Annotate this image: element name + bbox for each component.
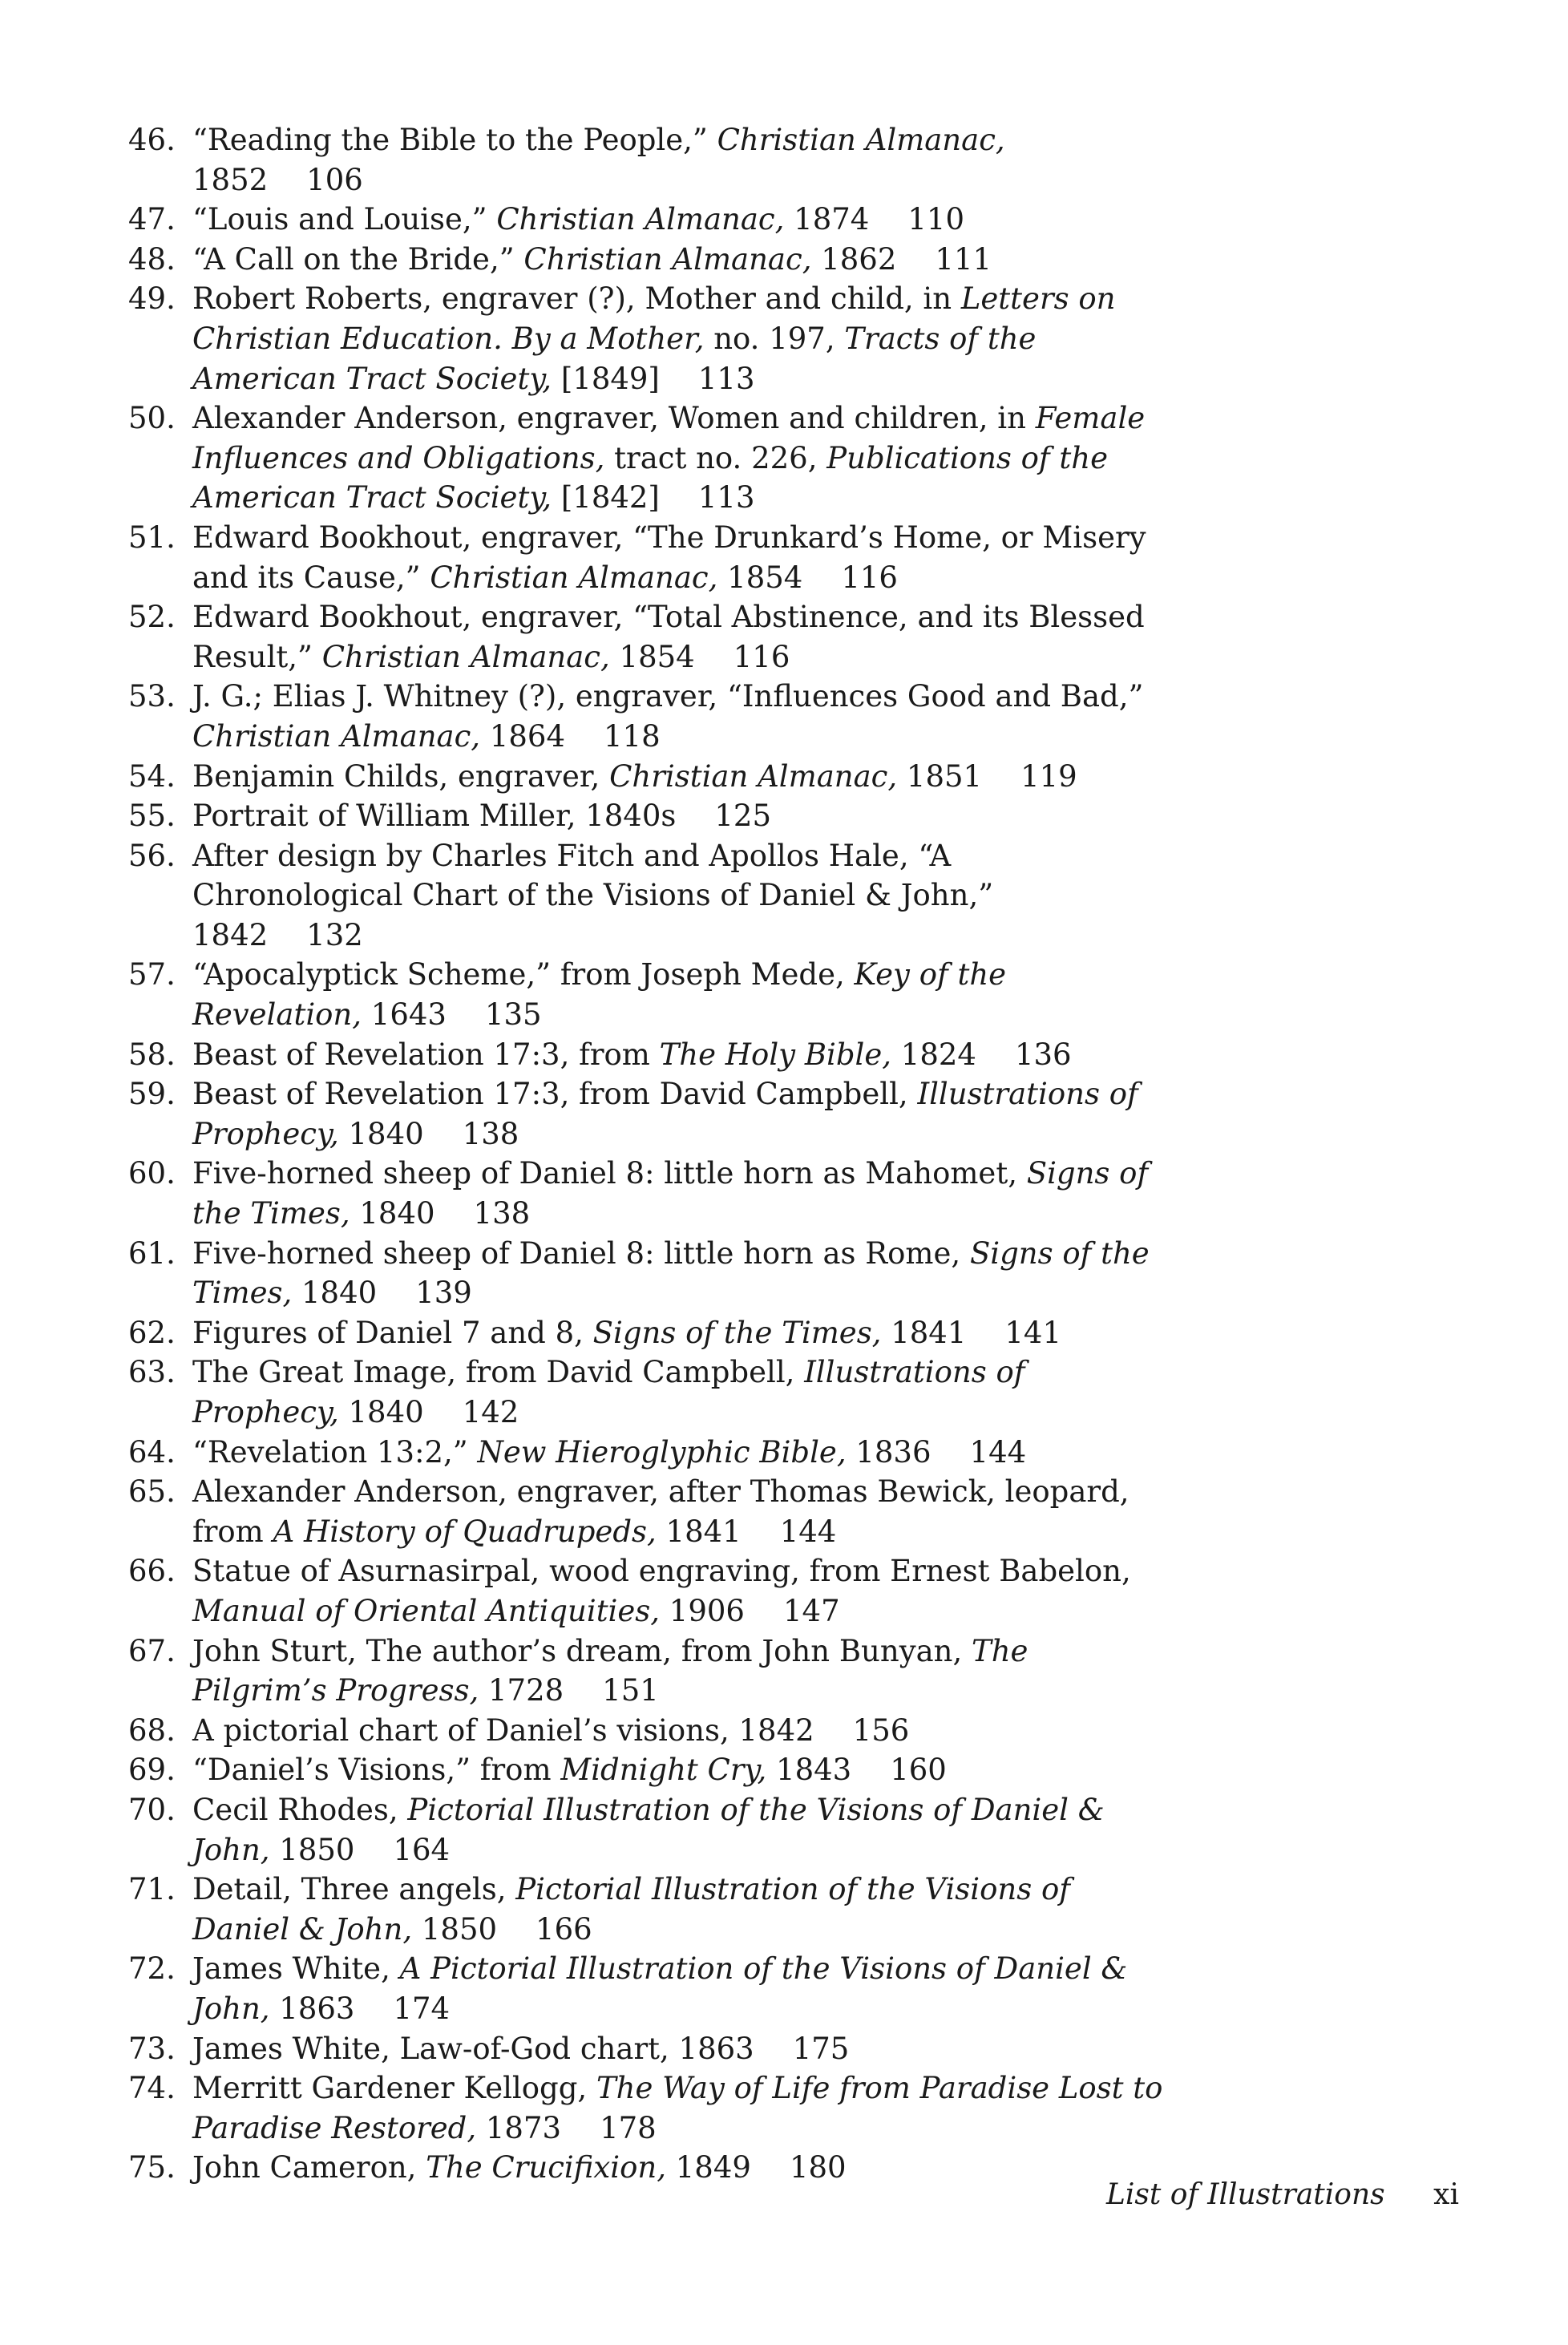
- entry-page-number: 119: [1020, 758, 1077, 794]
- entry-number: 46.: [128, 123, 176, 157]
- entry-number: 61.: [128, 1235, 176, 1271]
- entry-text-part: “A Call on the Bride,”: [192, 241, 524, 277]
- entry-number: 54.: [128, 758, 176, 794]
- entry-number: 65.: [128, 1474, 176, 1510]
- entry-text-part: 1873: [476, 2110, 562, 2145]
- list-item: [128, 597, 1170, 677]
- illustrations-list: [128, 120, 1170, 2188]
- entry-text-part: “Apocalyptick Scheme,” from Joseph Mede,: [192, 957, 855, 993]
- list-item: [128, 796, 1170, 836]
- entry-text-part: A pictorial chart of Daniel’s visions, 1842: [192, 1712, 814, 1748]
- entry-text-part: Cecil Rhodes,: [192, 1792, 408, 1827]
- entry-text-part: 1840: [338, 1395, 424, 1429]
- entry-text-part: 1836: [846, 1434, 932, 1470]
- entry-title-italic: Signs of the Times,: [592, 1315, 882, 1350]
- entry-page-number: 138: [473, 1196, 531, 1231]
- entry-text-part: 1850: [269, 1832, 355, 1867]
- entry-page-number: 175: [792, 2031, 850, 2066]
- entry-text-part: The Great Image, from David Campbell,: [192, 1355, 805, 1390]
- entry-text: [192, 1037, 976, 1072]
- entry-number: 51.: [128, 520, 176, 555]
- entry-number: 52.: [128, 600, 176, 635]
- entry-text-part: “Reading the Bible to the People,”: [192, 123, 717, 157]
- list-item: [128, 1035, 1170, 1075]
- entry-title-italic: Signs of the Times,: [192, 1235, 1150, 1311]
- entry-text-part: Five-horned sheep of Daniel 8: little horn as Rome,: [192, 1235, 970, 1271]
- entry-text-part: Edward Bookhout, engraver, “The Drunkard’s Home, or Misery and its Cause,”: [192, 520, 1146, 595]
- entry-text: [192, 2071, 1162, 2145]
- entry-text-part: 1824: [891, 1037, 976, 1072]
- entry-page-number: 116: [841, 560, 898, 595]
- entry-text-part: After design by Charles Fitch and Apollos Hale, “A Chronological Chart of the Visions of Daniel & John,” 1842: [192, 838, 994, 952]
- entry-number: 67.: [128, 1633, 176, 1668]
- entry-title-italic: Christian Almanac,: [192, 718, 481, 754]
- entry-text-part: 1852: [192, 162, 269, 197]
- list-item: [128, 398, 1170, 518]
- entry-number: 74.: [128, 2071, 176, 2106]
- entry-text-part: Edward Bookhout, engraver, “Total Abstinence, and its Blessed Result,”: [192, 600, 1145, 674]
- entry-title-italic: New Hieroglyphic Bible,: [477, 1434, 847, 1470]
- entry-text-part: “Revelation 13:2,”: [192, 1434, 478, 1470]
- list-item: [128, 240, 1170, 280]
- footer-title: List of Illustrations: [1106, 2178, 1385, 2211]
- entry-number: 56.: [128, 838, 176, 873]
- list-item: [128, 518, 1170, 597]
- entry-page-number: 160: [890, 1753, 947, 1788]
- entry-number: 55.: [128, 799, 176, 834]
- entry-title-italic: Signs of the Times,: [192, 1156, 1149, 1231]
- entry-text-part: 1643: [362, 997, 447, 1033]
- entry-text-part: Benjamin Childs, engraver,: [192, 758, 610, 794]
- entry-text-part: 1849: [666, 2150, 751, 2185]
- entry-title-italic: Tracts of the American Tract Society,: [192, 321, 1037, 396]
- list-item: [128, 2068, 1170, 2148]
- list-item: [128, 1750, 1170, 1790]
- entry-text: [192, 1077, 1138, 1151]
- entry-number: 60.: [128, 1156, 176, 1191]
- list-item: [128, 1551, 1170, 1631]
- entry-title-italic: Midnight Cry,: [560, 1753, 767, 1788]
- entry-number: 57.: [128, 957, 176, 993]
- entry-page-number: 118: [604, 718, 661, 754]
- entry-text: [192, 401, 1145, 515]
- entry-title-italic: Publications of the American Tract Society,: [192, 440, 1108, 515]
- entry-text-part: Robert Roberts, engraver (?), Mother and child, in: [192, 281, 961, 317]
- entry-text: [192, 1793, 1105, 1867]
- entry-page-number: 113: [697, 361, 755, 396]
- entry-title-italic: Illustrations of Prophecy,: [192, 1355, 1025, 1429]
- entry-page-number: 178: [600, 2110, 657, 2145]
- entry-text-part: Alexander Anderson, engraver, Women and children, in: [192, 401, 1036, 436]
- entry-text-part: John Sturt, The author’s dream, from John Bunyan,: [192, 1633, 972, 1668]
- list-item: [128, 1790, 1170, 1870]
- entry-number: 64.: [128, 1434, 176, 1470]
- entry-page-number: 142: [462, 1395, 519, 1429]
- footer-page-number: xi: [1433, 2178, 1459, 2211]
- entry-page-number: 147: [782, 1593, 840, 1628]
- list-item: [128, 836, 1170, 956]
- entry-text: [192, 1713, 814, 1748]
- entry-text-part: Statue of Asurnasirpal, wood engraving, from Ernest Babelon,: [192, 1554, 1131, 1589]
- entry-text-part: 1840: [350, 1196, 435, 1231]
- entry-title-italic: A History of Quadrupeds,: [273, 1514, 657, 1549]
- entry-text-part: Alexander Anderson, engraver, after Thomas Bewick, leopard, from: [192, 1474, 1130, 1549]
- entry-text: [192, 1156, 1148, 1231]
- entry-text: [192, 2032, 754, 2066]
- entry-number: 75.: [128, 2150, 176, 2185]
- entry-text-part: 1850: [412, 1911, 498, 1947]
- entry-number: 68.: [128, 1712, 176, 1748]
- entry-page-number: 125: [714, 799, 771, 834]
- entry-number: 72.: [128, 1951, 176, 1987]
- entry-text-part: 1862: [811, 241, 897, 277]
- entry-title-italic: Christian Almanac,: [717, 123, 1005, 157]
- list-item: [128, 955, 1170, 1034]
- entry-text: [192, 1951, 1127, 2026]
- entry-number: 53.: [128, 679, 176, 714]
- entry-page-number: 111: [935, 241, 992, 277]
- entry-title-italic: The Holy Bible,: [659, 1037, 892, 1072]
- entry-text-part: Figures of Daniel 7 and 8,: [192, 1315, 593, 1350]
- entry-page-number: 132: [306, 917, 363, 952]
- entry-text-part: Beast of Revelation 17:3, from: [192, 1037, 660, 1072]
- entry-text: [192, 1872, 1070, 1947]
- entry-page-number: 180: [789, 2150, 847, 2185]
- entry-title-italic: Pictorial Illustration of the Visions of Daniel & John,: [192, 1872, 1070, 1947]
- list-item: [128, 1313, 1170, 1353]
- entry-page-number: 116: [733, 639, 790, 674]
- entry-title-italic: Pictorial Illustration of the Visions of Daniel & John,: [192, 1792, 1105, 1867]
- list-item: [128, 1949, 1170, 2028]
- entry-number: 71.: [128, 1872, 176, 1907]
- entry-number: 70.: [128, 1792, 176, 1827]
- entry-number: 59.: [128, 1077, 176, 1112]
- entry-title-italic: The Pilgrim’s Progress,: [192, 1633, 1028, 1708]
- entry-text: [192, 2150, 751, 2185]
- list-item: [128, 1352, 1170, 1432]
- list-item: [128, 757, 1170, 797]
- entry-text-part: Five-horned sheep of Daniel 8: little horn as Mahomet,: [192, 1156, 1027, 1191]
- entry-number: 73.: [128, 2031, 176, 2066]
- entry-title-italic: The Way of Life from Paradise Lost to Paradise Restored,: [192, 2071, 1163, 2145]
- list-item: [128, 200, 1170, 240]
- entry-text-part: James White, Law-of-God chart, 1863: [192, 2031, 754, 2066]
- list-item: [128, 677, 1170, 756]
- entry-text-part: 1840: [292, 1276, 378, 1311]
- entry-number: 58.: [128, 1037, 176, 1072]
- entry-number: 63.: [128, 1355, 176, 1390]
- entry-page-number: 144: [779, 1514, 837, 1549]
- entry-text: [192, 520, 1146, 595]
- entry-text-part: “Louis and Louise,”: [192, 202, 497, 237]
- entry-page-number: 139: [415, 1276, 472, 1311]
- entry-number: 47.: [128, 202, 176, 237]
- entry-title-italic: Illustrations of Prophecy,: [192, 1077, 1138, 1151]
- entry-text-part: 1851: [897, 758, 983, 794]
- entry-page-number: 156: [852, 1712, 910, 1748]
- entry-number: 50.: [128, 401, 176, 436]
- entry-text-part: 1840: [338, 1116, 424, 1151]
- entry-number: 48.: [128, 241, 176, 277]
- entry-text-part: 1728: [479, 1673, 564, 1708]
- entry-text: [192, 202, 869, 237]
- entry-text-part: John Cameron,: [192, 2150, 426, 2185]
- entry-page-number: 144: [969, 1434, 1027, 1470]
- entry-title-italic: Key of the Revelation,: [192, 957, 1007, 1033]
- list-item: [128, 279, 1170, 398]
- entry-number: 62.: [128, 1315, 176, 1350]
- entry-text: [192, 957, 1006, 1032]
- entry-text-part: Merritt Gardener Kellogg,: [192, 2071, 596, 2106]
- list-item: [128, 2148, 1170, 2188]
- list-item: [128, 1472, 1170, 1551]
- entry-text-part: “Daniel’s Visions,” from: [192, 1753, 561, 1788]
- entry-text-part: 1854: [609, 639, 695, 674]
- list-item: [128, 1074, 1170, 1154]
- entry-page-number: 164: [393, 1832, 451, 1867]
- entry-text: [192, 1435, 932, 1470]
- entry-text-part: [1849]: [552, 361, 660, 396]
- entry-text-part: 1854: [717, 560, 803, 595]
- entry-title-italic: Female Influences and Obligations,: [192, 401, 1146, 475]
- entry-title-italic: Christian Almanac,: [609, 758, 898, 794]
- entry-number: 69.: [128, 1753, 176, 1788]
- list-item: [128, 1433, 1170, 1473]
- entry-text-part: 1843: [766, 1753, 852, 1788]
- list-item: [128, 1711, 1170, 1751]
- list-item: [128, 2029, 1170, 2069]
- entry-title-italic: Christian Almanac,: [321, 639, 610, 674]
- entry-text-part: 1841: [656, 1514, 742, 1549]
- entry-text-part: James White,: [192, 1951, 400, 1987]
- entry-text: [192, 759, 982, 794]
- list-item: [128, 1234, 1170, 1313]
- entry-title-italic: Manual of Oriental Antiquities,: [192, 1593, 661, 1628]
- entry-page-number: 151: [602, 1673, 659, 1708]
- entry-text: [192, 281, 1116, 395]
- entry-title-italic: Letters on Christian Education. By a Mother,: [192, 281, 1116, 356]
- list-item: [128, 120, 1170, 200]
- entry-text-part: 1864: [480, 718, 566, 754]
- entry-text-part: Portrait of William Miller, 1840s: [192, 799, 677, 834]
- entry-title-italic: Christian Almanac,: [523, 241, 812, 277]
- entry-number: 66.: [128, 1554, 176, 1589]
- entry-text: [192, 1355, 1024, 1429]
- entry-title-italic: The Crucifixion,: [426, 2150, 666, 2185]
- entry-page-number: 110: [907, 202, 964, 237]
- list-item: [128, 1870, 1170, 1949]
- entry-page-number: 106: [306, 162, 363, 197]
- entry-page-number: 166: [535, 1911, 592, 1947]
- entry-text-part: no. 197,: [704, 321, 845, 356]
- entry-page-number: 174: [393, 1991, 451, 2026]
- entry-text: [192, 1753, 851, 1787]
- entry-text: [192, 1316, 966, 1350]
- entry-text-part: 1874: [784, 202, 870, 237]
- entry-page-number: 113: [697, 480, 755, 515]
- entry-page-number: 138: [462, 1116, 519, 1151]
- entry-title-italic: Christian Almanac,: [496, 202, 785, 237]
- entry-text-part: tract no. 226,: [604, 440, 827, 475]
- entry-text-part: Detail, Three angels,: [192, 1872, 516, 1907]
- entry-text: [192, 242, 896, 277]
- entry-page-number: 141: [1004, 1315, 1062, 1350]
- entry-number: 49.: [128, 281, 176, 317]
- entry-text: [192, 1236, 1150, 1311]
- entry-text-part: 1906: [660, 1593, 745, 1628]
- entry-text-part: Beast of Revelation 17:3, from David Campbell,: [192, 1077, 918, 1112]
- entry-page-number: 136: [1014, 1037, 1072, 1072]
- entry-text: [192, 799, 676, 833]
- entry-text-part: 1863: [269, 1991, 355, 2026]
- entry-title-italic: A Pictorial Illustration of the Visions of Daniel & John,: [192, 1951, 1128, 2026]
- entry-page-number: 135: [484, 997, 542, 1033]
- list-item: [128, 1154, 1170, 1233]
- entry-text: [192, 600, 1145, 674]
- entry-text-part: [1842]: [552, 480, 660, 515]
- entry-text-part: J. G.; Elias J. Whitney (?), engraver, “Influences Good and Bad,”: [192, 679, 1144, 714]
- entry-text: [192, 679, 1143, 754]
- entry-text: [192, 1474, 1130, 1549]
- list-item: [128, 1631, 1170, 1711]
- entry-title-italic: Christian Almanac,: [430, 560, 718, 595]
- entry-text-part: 1841: [881, 1315, 967, 1350]
- entry-text: [192, 1554, 1131, 1628]
